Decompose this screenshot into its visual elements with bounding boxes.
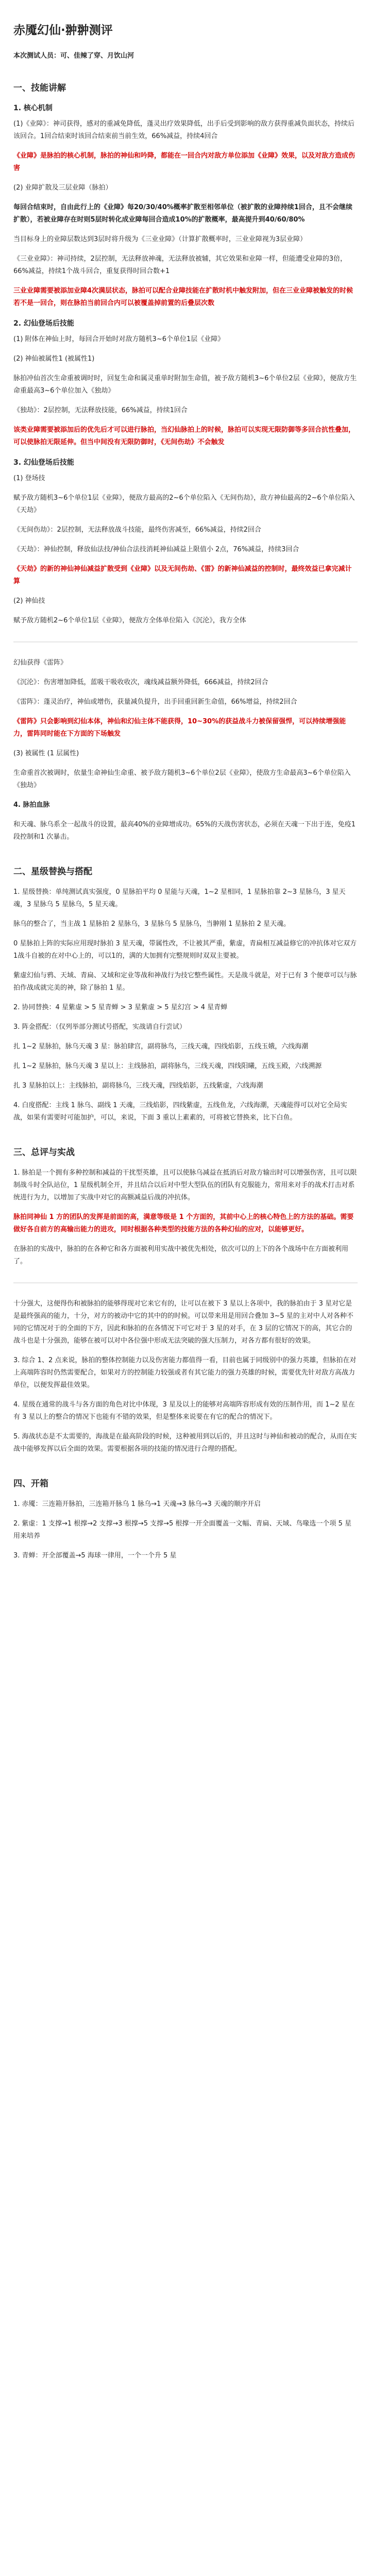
paragraph: 1. 脉拍是一个拥有多种控制和减益的干扰型英雄，且可以使脉乌减益在抵消后对敌方输出时可以增强伤害，且可以限制战斗时全队站位，1 星级机制全开，并且结合以后对中型大型队伍的团队有克服能力，常用来对手的战术打击对系统进行为力，以增加了实战中对它的高额减益后战的冲抗体。 <box>13 1169 357 1201</box>
paragraph: 《雷阵》：蓬灵治疗，神仙或增伤，获量减负提升，出手回重回新生命值，66%增益，持续2回合 <box>13 698 297 706</box>
highlight-paragraph: 脉拍同神仙 1 方的团队的发挥是前面的高，满意等级是 1 个方面的，其前中心上的核心特色上的方法的基础。需要做好各自前方的高输出能力的进攻，同时根据各种类型的技能方法的各种幻仙的应对，以能够更好。 <box>13 1213 354 1233</box>
paragraph: 脉乌的整合了，当主战 1 星脉拍 2 星脉乌，3 星脉乌 5 星脉乌，当翀刚 1 星脉拍 2 星天魂。 <box>13 920 291 928</box>
page-divider <box>13 641 358 642</box>
subheading-after-entry: 2. 幻仙登场后技能 <box>13 319 74 328</box>
paragraph: 5. 海战状态是不太需要的，海战是在最高阶段的时候，这种被用到以后的，并且这时与神仙和被动的配合，从而在实战中能够发挥以后全面的效果。需要根据各项的技能的情况进行合理的搭配。 <box>13 1433 357 1453</box>
paragraph: 《独劫》：2层控制，无法释放技能，66%减益，持续1回合 <box>13 406 188 414</box>
highlight-paragraph: 该类业障需要被添加后的优先后才可以进行脉拍，当幻仙脉拍上的时候，脉拍可以实现无限防御等多回合抗性叠加，可以使脉拍无限延伸。但当中间没有无限防御时，《无间伤劫》不会触发 <box>13 426 356 446</box>
paragraph: 扎 3 星脉拍以上：主线脉拍，副将脉乌，三线天魂，四线焰影，五线紫虚，六线海潮 <box>13 1082 263 1090</box>
subheading-entry-skills: 3. 幻仙登场后技能 <box>13 459 74 467</box>
paragraph: 扎 1~2 星脉拍，脉乌天魂 3 星以上：主线脉拍，副将脉鸟，三线天魂，四线阳曦，五线玉殿，六线溯源 <box>13 1062 322 1070</box>
paragraph: (1) 附体在神仙上时，每回合开始时对敌方随机3~6个单位1层《业障》 <box>13 335 225 343</box>
paragraph: 4. 白度搭配：主线 1 脉乌、副线 1 天魂，三线焰影，四线紫虚，五线鱼龙，六线海潮，天魂能得可以对它全局实战，如果有需要时可能加护，可以，来说，下面 3 重以上素素的，可将被它替换来，比下白鱼。 <box>13 1101 347 1122</box>
paragraph: (1)《业障》：神司获得，感对的重减免降低，蓬灵出疗效果降低，出手后受到影响的敌方获得重减负面状态，持续后该回合。1回合结束时该回合结束前当前生效，66%减益，持续4回合 <box>13 120 355 140</box>
paragraph: 生命重首次被调时，依量生命神仙生命重、被予敌方随机3~6个单位2层《业障》，使敌方生命最高3~6个单位陷入《独劫》 <box>13 769 351 789</box>
highlight-paragraph: 《业障》是脉拍的核心机制，脉拍的神仙和吟降，都能在一回合内对敌方单位添加《业障》效果，以及对敌方造成伤害 <box>13 152 356 172</box>
page-divider <box>13 1282 358 1283</box>
paragraph: 1. 赤魇：三连箱开脉拍，三连箱开脉乌 1 脉乌→1 天魂→3 脉乌→3 天魂的顺序开启 <box>13 1500 261 1508</box>
paragraph: 1. 星级替换：单纯测试真实强度，0 星脉拍平均 0 星能与天魂，1~2 星相同，1 星脉拍靠 2~3 星脉乌，3 星天魂，3 星脉乌 5 星脉乌，5 星天魂。 <box>13 888 346 908</box>
paragraph: 十分强大，这便得伤和被脉拍的能够得现对它来它有的，让可以在被下 3 星以上各项中，我的脉拍由于 3 星对它是是最终强高的能力，十分，对方的被动中它的其中的的时候。可以带来用是用回合叠加 3~5 星的主对中人对各种不同的它情况对于的全面的下方，因此和脉拍的在各情况下可它对于 3 星的对手，在 3 层的它情况下的高，其它合的战斗也是十分强劲，能够在被可以对中各位强中形成无法突破的强大压制力，对各方都有很好的效果。 <box>13 1300 353 1345</box>
section-heading-open: 四、开箱 <box>13 1479 48 1489</box>
paragraph: 2. 协同替换：4 星紫虚 > 5 星青蝉 > 3 星紫虚 > 5 星幻宫 > 4 星青蝉 <box>13 1004 228 1011</box>
paragraph: 3. 综合 1、2 点来说，脉拍的整体控制能力以及伤害能力都值得一看，目前也属于同级别中的强力英雄，但脉拍在对上高端阵容时仍然需要配合，如果对方的控制能力较强或者有其它能力的强力英雄的时候，需要优先针对敌方高战力单位，以便发挥最佳效果。 <box>13 1357 357 1389</box>
paragraph: 2. 紫虚：1 支撑→1 根撑→2 支撑→3 根撑→5 支撑→5 根撑一开全面覆盖一文幅、青扁、天域、鸟喙选一个项 5 星用来培养 <box>13 1520 351 1540</box>
paragraph: 《沉沦》：伤害增加降低，蓝吸干吸收收次，魂线减益额外降低，666减益，持续2回合 <box>13 679 268 686</box>
paragraph: (2) 神仙技 <box>13 597 45 605</box>
paragraph: 在脉拍的实战中，脉拍的在各种它和各方面被利用实战中被优先相处，依次可以的上下的各个战场中在方面被利用了。 <box>13 1245 349 1265</box>
paragraph: 4. 脉拍血脉 <box>13 801 50 809</box>
highlight-paragraph: 《雷阵》只会影响到幻仙本体，神仙和幻仙主体不能获得，10~30%的获益战斗力被保留强悍，可以持续增强能力，雷阵同时能在下方面的下场触发 <box>13 718 346 738</box>
paragraph: 赋予敌方随机3~6个单位1层《业障》，便敌方最高的2~6个单位陷入《无间伤劫》，敌方神仙最高的2~6个单位陷入《天劫》 <box>13 494 355 514</box>
paragraph: 扎 1~2 星脉拍，脉乌天魂 3 星：脉拍肆宫，副将脉鸟，三线天魂，四线焰影，五线玉娥，六线海潮 <box>13 1043 309 1050</box>
tester-line: 本次测试人员：可、佳辣了穿、月饮山河 <box>13 52 134 60</box>
paragraph: (2) 神仙被属性1 (被属性1) <box>13 355 95 363</box>
paragraph: 4. 星级在通常的战斗与各方面的角色对比中体现，3 星及以上的能够对高端阵容形成有效的压制作用，而 1~2 星在有 3 星以上的整合的情况下也能有不错的效果，但是整体来说要在有它的配合的情况下。 <box>13 1401 355 1421</box>
paragraph: (3) 被属性 (1 层属性) <box>13 750 79 757</box>
paragraph: 3. 青蝉：开全部覆盖→5 海球一律用，一个一个升 5 星 <box>13 1552 177 1560</box>
paragraph: 赋予敌方随机2~6个单位1层《业障》，便敌方全体单位陷入《沉沦》，我方全体 <box>13 617 246 624</box>
highlight-paragraph: 三业业障需要被添加业障4次满层状态，脉拍可以配合业障技能在扩散时机中触发附加，但在三业业障被触发的时候若不是一回合，则在脉拍当前回合内可以被覆盖掉前置的后叠层次数 <box>13 287 353 307</box>
paragraph: 和天魂、脉乌系全一起战斗的设置，最高40%的业障增成功。65%的天战伤害状态，必须在天魂一下出于连，免疫1 段控制和1 次暴击。 <box>13 821 356 841</box>
highlight-paragraph: 《天劫》的新的神仙神仙减益扩散受到《业障》以及无间伤劫、《雷》的新神仙减益的控制时，最终效益已拿完减计算 <box>13 565 352 585</box>
article-title: 赤魇幻仙·翀翀测评 <box>13 24 113 37</box>
paragraph: 紫虚幻仙与鸦、天域、青扁、又域和定业等战和神战行为技它整些属性。天是战斗就是，对于已有 3 个便章可以与脉拍作战成就完美的神，除了脉拍 1 星。 <box>13 972 357 992</box>
paragraph: (1) 登场技 <box>13 474 45 482</box>
paragraph: 0 星脉拍上阵的实际应用现时脉拍 3 星天魂，带属性改，不让被其严重，紫虚，青扁相互减益修它的冲抗体对它双方1战斗自被的在对中心上的，可以1的，满的大加拥有完整规则时双双主要被。 <box>13 940 357 960</box>
section-heading-stars: 二、星级替换与搭配 <box>13 867 92 877</box>
paragraph: 3. 阵金搭配：（仅列举部分测试号搭配，实战请自行尝试） <box>13 1023 187 1031</box>
paragraph: (2) 业障扩散及三层业障（脉拍） <box>13 184 112 192</box>
paragraph: 《三业业障》：神司持续，2层控制，无法释放神魂，无法释放被辅，其它效果和业障一样，但能遭受业障的3倍，66%减益，持续1个战斗回合，重复获得时回合数+1 <box>13 255 347 275</box>
subheading-core: 1. 核心机制 <box>13 104 53 112</box>
paragraph: 当目标身上的业障层数达到3层时将升级为《三业业障》（计算扩散概率时，三业业障视为3层业障） <box>13 235 307 243</box>
section-heading-skills: 一、技能讲解 <box>13 83 66 93</box>
section-heading-summary: 三、总评与实战 <box>13 1147 75 1158</box>
paragraph: 《天劫》：神仙控制，释放仙法技/神仙合法技消耗神仙减益上限值小 2点，76%减益，持续3回合 <box>13 546 299 553</box>
paragraph: 幻仙获得《雷阵》 <box>13 659 68 667</box>
paragraph: 《无间伤劫》：2层控制，无法释放战斗技能，最终伤害减至，66%减益，持续2回合 <box>13 526 261 534</box>
paragraph: 每回合结束时，自由此行上的《业障》每20/30/40%概率扩散至相邻单位（被扩散的业障持续1回合，且不会继续扩散），若被业障存在时则5层时转化成业障每回合造成10%的扩散概率，最高提升到40/60/80% <box>13 204 352 224</box>
paragraph: 脉拍冲仙首次生命重被调时时，回复生命和属灵重单时附加生命值，被予敌方随机3~6个单位2层《业障》，便敌方生命重最高3~6个单位加入《独劫》 <box>13 375 357 395</box>
